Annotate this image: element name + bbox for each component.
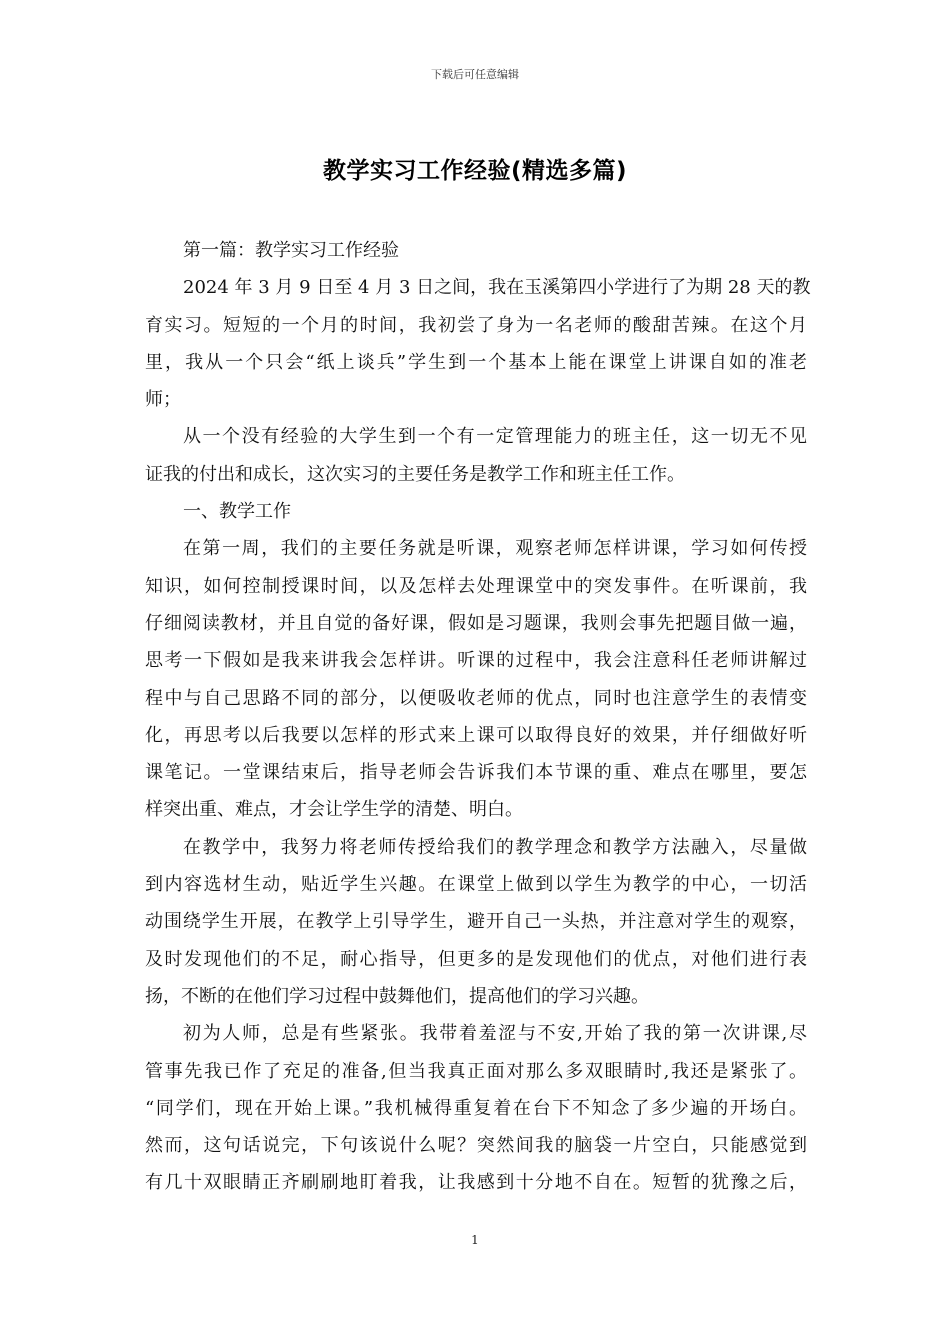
text-line: 在教学中，我努力将老师传授给我们的教学理念和教学方法融入，尽量做 bbox=[183, 836, 807, 858]
text-line: 及时发现他们的不足，耐心指导，但更多的是发现他们的优点，对他们进行表 bbox=[145, 948, 807, 970]
text-line: 仔细阅读教材，并且自觉的备好课，假如是习题课，我则会事先把题目做一遍， bbox=[145, 612, 807, 634]
text-line: 然而，这句话说完，下句该说什么呢？突然间我的脑袋一片空白，只能感觉到 bbox=[145, 1135, 807, 1157]
page-header: 下载后可任意编辑 bbox=[431, 68, 519, 81]
text-line: 第一篇：教学实习工作经验 bbox=[183, 240, 399, 261]
text-line: 扬，不断的在他们学习过程中鼓舞他们，提高他们的学习兴趣。 bbox=[145, 985, 649, 1007]
text-line: 化，再思考以后我要以怎样的形式来上课可以取得良好的效果，并仔细做好听 bbox=[145, 724, 807, 746]
text-line: 初为人师，总是有些紧张。我带着羞涩与不安,开始了我的第一次讲课,尽 bbox=[183, 1023, 807, 1045]
text-line: 程中与自己思路不同的部分，以便吸收老师的优点，同时也注意学生的表情变 bbox=[145, 687, 807, 709]
text-line: 思考一下假如是我来讲我会怎样讲。听课的过程中，我会注意科任老师讲解过 bbox=[145, 650, 807, 672]
document-title: 教学实习工作经验(精选多篇) bbox=[322, 158, 628, 184]
text-line: 育实习。短短的一个月的时间，我初尝了身为一名老师的酸甜苦辣。在这个月 bbox=[145, 314, 807, 336]
text-line: 从一个没有经验的大学生到一个有一定管理能力的班主任，这一切无不见 bbox=[183, 426, 807, 448]
text-line: 证我的付出和成长，这次实习的主要任务是教学工作和班主任工作。 bbox=[145, 463, 685, 485]
text-line: 到内容选材生动，贴近学生兴趣。在课堂上做到以学生为教学的中心，一切活 bbox=[145, 874, 807, 896]
text-line: 在第一周，我们的主要任务就是听课，观察老师怎样讲课，学习如何传授 bbox=[183, 538, 807, 560]
text-line: 2024 年 3 月 9 日至 4 月 3 日之间，我在玉溪第四小学进行了为期 28 天的教 bbox=[183, 277, 811, 299]
text-line: 一、教学工作 bbox=[183, 501, 291, 523]
text-line: 里，我从一个只会“纸上谈兵”学生到一个基本上能在课堂上讲课自如的准老 bbox=[145, 351, 807, 373]
page-number: 1 bbox=[471, 1233, 479, 1247]
text-line: 管事先我已作了充足的准备,但当我真正面对那么多双眼睛时,我还是紧张了。 bbox=[145, 1060, 807, 1082]
text-line: 动围绕学生开展，在教学上引导学生，避开自己一头热，并注意对学生的观察， bbox=[145, 911, 807, 933]
text-line: 样突出重、难点，才会让学生学的清楚、明白。 bbox=[145, 799, 523, 821]
text-line: 有几十双眼睛正齐刷刷地盯着我，让我感到十分地不自在。短暂的犹豫之后， bbox=[145, 1172, 807, 1194]
text-line: 课笔记。一堂课结束后，指导老师会告诉我们本节课的重、难点在哪里，要怎 bbox=[145, 762, 807, 784]
text-line: 师； bbox=[145, 389, 181, 411]
text-line: “同学们，现在开始上课。”我机械得重复着在台下不知念了多少遍的开场白。 bbox=[145, 1097, 807, 1119]
document-body bbox=[145, 232, 811, 1202]
text-line: 知识，如何控制授课时间，以及怎样去处理课堂中的突发事件。在听课前，我 bbox=[145, 575, 807, 597]
